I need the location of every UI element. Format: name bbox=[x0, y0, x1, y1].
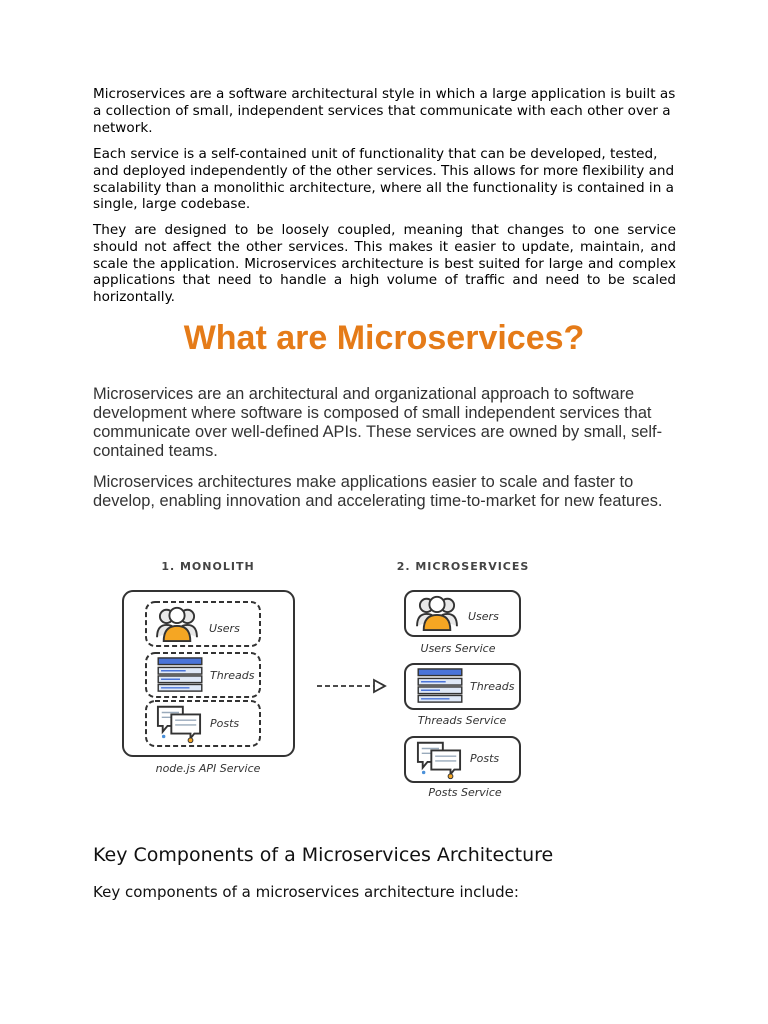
users-service-caption: Users Service bbox=[420, 642, 496, 655]
threads-service bbox=[405, 664, 520, 709]
intro-paragraph-2: Each service is a self-contained unit of functionality that can be developed, tested, and deployed independently of the other services. This allows for more flexibility and scalability than a monolithic architecture, where all the functionality is contained in a single, large codebase. bbox=[93, 146, 675, 213]
monolith-threads-label: Threads bbox=[210, 669, 255, 682]
posts-service-label: Posts bbox=[470, 752, 500, 765]
threads-service-caption: Threads Service bbox=[417, 714, 507, 727]
section-intro: Key components of a microservices architecture include: bbox=[93, 883, 519, 901]
posts-service bbox=[405, 737, 520, 782]
intro-paragraph-3: They are designed to be loosely coupled, meaning that changes to one service should not affect the other services. This makes it easier to update, maintain, and scale the application. Microservices architecture is best suited for large and complex applications that need to handle a high volume of traffic and need to be scaled horizontally. bbox=[93, 222, 676, 306]
page-title: What are Microservices? bbox=[183, 319, 585, 357]
monolith-caption: node.js API Service bbox=[155, 762, 261, 775]
threads-service-label: Threads bbox=[470, 680, 515, 693]
threads-icon bbox=[158, 658, 202, 691]
migration-arrow-icon bbox=[317, 680, 385, 692]
threads-icon bbox=[418, 669, 462, 702]
monolith-title: 1. MONOLITH bbox=[161, 560, 255, 573]
monolith-users-label: Users bbox=[209, 622, 240, 635]
users-service bbox=[405, 591, 520, 636]
microservices-title: 2. MICROSERVICES bbox=[396, 560, 530, 573]
lead-paragraph-2: Microservices architectures make applications easier to scale and faster to develop, enabling innovation and accelerating time-to-market for new features. bbox=[93, 473, 663, 511]
monolith-box bbox=[123, 591, 294, 756]
intro-paragraph-1: Microservices are a software architectural style in which a large application is built as a collection of small, independent services that communicate with each other over a network. bbox=[93, 86, 676, 136]
monolith-posts-label: Posts bbox=[210, 717, 240, 730]
lead-paragraph-1: Microservices are an architectural and organizational approach to software development where software is composed of small independent services that communicate over well-defined APIs. These services are owned by small, self-contained teams. bbox=[93, 385, 663, 461]
architecture-diagram bbox=[105, 551, 545, 806]
section-heading: Key Components of a Microservices Architecture bbox=[93, 844, 554, 866]
users-service-label: Users bbox=[468, 610, 499, 623]
posts-service-caption: Posts Service bbox=[428, 786, 502, 799]
